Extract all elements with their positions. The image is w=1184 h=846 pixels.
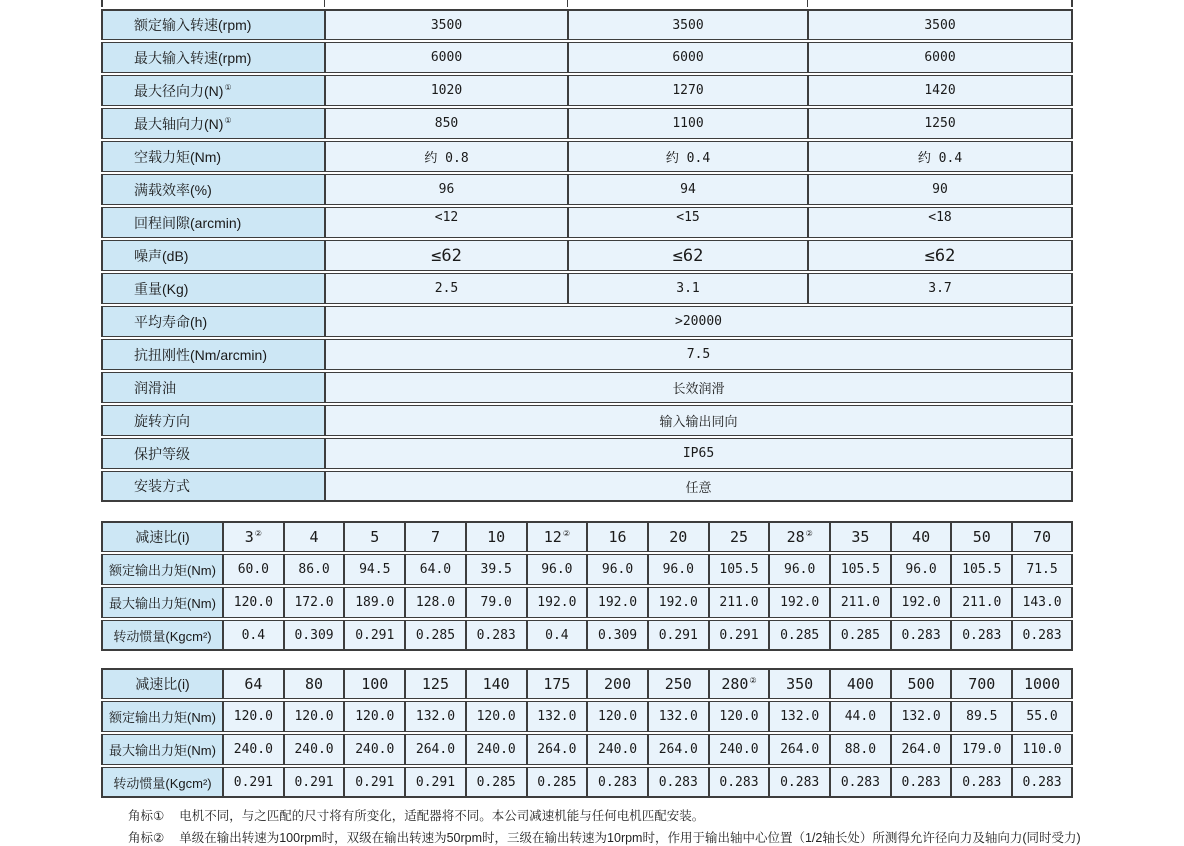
row-label: 噪声(dB) [101,240,325,271]
value-cell: 96.0 [587,554,648,585]
value-cell: 任意 [325,471,1073,502]
value-cell: <18 [808,207,1073,238]
row-label: 保护等级 [101,438,325,469]
value-cell: 0.285 [466,767,527,798]
row-label: 转动惯量(Kgcm²) [101,620,223,651]
value-cell: 264.0 [769,734,830,765]
table-row [101,108,1073,139]
value-cell: 约 0.8 [325,141,568,172]
value-cell: 120.0 [709,701,770,732]
superscript-marker: ② [805,529,813,538]
value-cell: 0.285 [769,620,830,651]
value-cell: 长效润滑 [325,372,1073,403]
value-cell: 71.5 [1012,554,1073,585]
value-cell: 132.0 [405,701,466,732]
value-cell: 125 [405,668,466,699]
value-cell: 105.5 [709,554,770,585]
superscript-marker: ① [224,115,232,125]
value-cell: 55.0 [1012,701,1073,732]
table-row [101,9,1073,40]
value-cell: 64 [223,668,284,699]
value-cell: 80 [284,668,345,699]
row-label: 最大输出力矩(Nm) [101,587,223,618]
value-cell: 132.0 [891,701,952,732]
value-cell: 约 0.4 [808,141,1073,172]
value-cell: 50 [951,521,1012,552]
value-cell: 1250 [808,108,1073,139]
value-cell: 6000 [568,42,808,73]
value-cell: 0.283 [587,767,648,798]
value-cell: 143.0 [1012,587,1073,618]
table-row [101,372,1073,403]
value-cell: 20 [648,521,709,552]
value-cell: 128.0 [405,587,466,618]
table-row [101,405,1073,436]
value-cell: 240.0 [223,734,284,765]
value-cell: 96.0 [527,554,588,585]
table-row [101,767,1073,798]
value-cell: 211.0 [709,587,770,618]
value-cell: 1100 [568,108,808,139]
value-cell: 120.0 [223,701,284,732]
value-cell: 132.0 [769,701,830,732]
value-cell: 70 [1012,521,1073,552]
value-cell: 60.0 [223,554,284,585]
footnote-2 [128,831,1081,846]
value-cell: 6000 [325,42,568,73]
value-cell: IP65 [325,438,1073,469]
table-row [101,701,1073,732]
value-cell: 120.0 [466,701,527,732]
table-row [101,141,1073,172]
value-cell: 0.283 [1012,620,1073,651]
value-cell: 264.0 [405,734,466,765]
footnote-1 [128,809,1073,824]
table-row [101,339,1073,370]
footnote-1-text: 电机不同，与之匹配的尺寸将有所变化，适配器将不同。本公司减速机能与任何电机匹配安装。 [179,809,705,823]
row-label: 旋转方向 [101,405,325,436]
value-cell: 192.0 [527,587,588,618]
value-cell: 192.0 [648,587,709,618]
value-cell: 1270 [568,75,808,106]
row-label: 额定输入转速(rpm) [101,9,325,40]
value-cell: 0.291 [709,620,770,651]
value-cell: 40 [891,521,952,552]
value-cell: 0.291 [284,767,345,798]
table-row [101,620,1073,651]
value-cell: 7 [405,521,466,552]
row-label: 额定输出力矩(Nm) [101,554,223,585]
row-label: 减速比(i) [101,521,223,552]
row-label: 转动惯量(Kgcm²) [101,767,223,798]
datasheet-page [101,0,1081,846]
value-cell: 240.0 [587,734,648,765]
value-cell: 0.4 [527,620,588,651]
superscript-marker: ② [254,529,262,538]
value-cell: 25 [709,521,770,552]
row-label: 重量(Kg) [101,273,325,304]
value-cell: 0.283 [891,767,952,798]
value-cell: 110.0 [1012,734,1073,765]
table-row [101,273,1073,304]
value-cell: 200 [587,668,648,699]
value-cell: 132.0 [527,701,588,732]
ratio-table-low [101,519,1073,653]
value-cell: 0.283 [769,767,830,798]
value-cell: 132.0 [648,701,709,732]
value-cell: 1000 [1012,668,1073,699]
value-cell: 264.0 [648,734,709,765]
value-cell: 96.0 [769,554,830,585]
footnote-2-marker: 角标② [128,831,165,845]
row-label: 回程间隙(arcmin) [101,207,325,238]
value-cell: 0.283 [951,620,1012,651]
cutoff-cell [808,0,1073,7]
value-cell: 120.0 [344,701,405,732]
value-cell: 4 [284,521,345,552]
row-label: 最大输入转速(rpm) [101,42,325,73]
value-cell: 0.291 [344,620,405,651]
value-cell: >20000 [325,306,1073,337]
value-cell: 140 [466,668,527,699]
row-label: 最大输出力矩(Nm) [101,734,223,765]
value-cell: 28② [769,521,830,552]
cutoff-cell [101,0,325,7]
footnotes [101,809,1081,846]
value-cell: 79.0 [466,587,527,618]
superscript-marker: ② [749,676,757,685]
value-cell: 16 [587,521,648,552]
row-label: 满载效率(%) [101,174,325,205]
table-row [101,521,1073,552]
value-cell: 94.5 [344,554,405,585]
value-cell: 96 [325,174,568,205]
value-cell: 10 [466,521,527,552]
footnote-1-marker: 角标① [128,809,165,823]
value-cell: 3500 [325,9,568,40]
value-cell: 211.0 [951,587,1012,618]
row-label: 最大轴向力(N)① [101,108,325,139]
value-cell: 89.5 [951,701,1012,732]
footnote-2-text: 单级在输出转速为100rpm时，双级在输出转速为50rpm时，三级在输出转速为10rpm时，作用于输出轴中心位置（1/2轴长处）所测得允许径向力及轴向力(同时受力) [179,831,1081,845]
value-cell: 64.0 [405,554,466,585]
table-row [101,554,1073,585]
value-cell: <15 [568,207,808,238]
value-cell: 240.0 [344,734,405,765]
value-cell: 105.5 [951,554,1012,585]
value-cell: 86.0 [284,554,345,585]
value-cell: 189.0 [344,587,405,618]
value-cell: 240.0 [466,734,527,765]
value-cell: 500 [891,668,952,699]
value-cell: 0.285 [830,620,891,651]
value-cell: 0.285 [405,620,466,651]
value-cell: 96.0 [891,554,952,585]
value-cell: 90 [808,174,1073,205]
value-cell: 120.0 [284,701,345,732]
table-row [101,174,1073,205]
table-row [101,668,1073,699]
value-cell: 120.0 [587,701,648,732]
value-cell: 0.283 [648,767,709,798]
value-cell: 96.0 [648,554,709,585]
value-cell: 192.0 [769,587,830,618]
table-row [101,207,1073,238]
row-label: 额定输出力矩(Nm) [101,701,223,732]
value-cell: 211.0 [830,587,891,618]
value-cell: 0.291 [223,767,284,798]
value-cell: 100 [344,668,405,699]
value-cell: 240.0 [709,734,770,765]
table-row [101,587,1073,618]
value-cell: 264.0 [527,734,588,765]
value-cell: 179.0 [951,734,1012,765]
value-cell: 400 [830,668,891,699]
superscript-marker: ② [562,529,570,538]
value-cell: 7.5 [325,339,1073,370]
value-cell: 94 [568,174,808,205]
value-cell: 0.283 [891,620,952,651]
table-row [101,75,1073,106]
row-label: 空载力矩(Nm) [101,141,325,172]
value-cell: ≤62 [325,240,568,271]
value-cell: 0.283 [951,767,1012,798]
value-cell: 0.291 [344,767,405,798]
value-cell: 0.309 [587,620,648,651]
row-label: 减速比(i) [101,668,223,699]
value-cell: 0.309 [284,620,345,651]
value-cell: 5 [344,521,405,552]
table-row [101,471,1073,502]
value-cell: 120.0 [223,587,284,618]
value-cell: 35 [830,521,891,552]
value-cell: 39.5 [466,554,527,585]
value-cell: 192.0 [587,587,648,618]
value-cell: 约 0.4 [568,141,808,172]
value-cell: 6000 [808,42,1073,73]
value-cell: 输入输出同向 [325,405,1073,436]
value-cell: 240.0 [284,734,345,765]
value-cell: 280② [709,668,770,699]
value-cell: ≤62 [568,240,808,271]
row-label: 安装方式 [101,471,325,502]
value-cell: 12② [527,521,588,552]
value-cell: 0.283 [1012,767,1073,798]
value-cell: 264.0 [891,734,952,765]
value-cell: 3.1 [568,273,808,304]
value-cell: 175 [527,668,588,699]
table-row [101,306,1073,337]
cutoff-row [101,0,1073,7]
ratio-table-high [101,666,1073,800]
table-row [101,42,1073,73]
value-cell: 700 [951,668,1012,699]
value-cell: 350 [769,668,830,699]
value-cell: 0.291 [405,767,466,798]
value-cell: ≤62 [808,240,1073,271]
value-cell: 850 [325,108,568,139]
row-label: 润滑油 [101,372,325,403]
value-cell: 3.7 [808,273,1073,304]
value-cell: 0.283 [830,767,891,798]
table-row [101,438,1073,469]
value-cell: 0.283 [709,767,770,798]
table-row [101,240,1073,271]
row-label: 平均寿命(h) [101,306,325,337]
value-cell: 105.5 [830,554,891,585]
value-cell: 2.5 [325,273,568,304]
row-label: 最大径向力(N)① [101,75,325,106]
value-cell: 250 [648,668,709,699]
value-cell: 1020 [325,75,568,106]
value-cell: 1420 [808,75,1073,106]
value-cell: 88.0 [830,734,891,765]
value-cell: 0.291 [648,620,709,651]
cutoff-cell [568,0,808,7]
value-cell: 3500 [568,9,808,40]
value-cell: 44.0 [830,701,891,732]
value-cell: <12 [325,207,568,238]
value-cell: 172.0 [284,587,345,618]
superscript-marker: ① [224,82,232,92]
value-cell: 0.285 [527,767,588,798]
row-label: 抗扭刚性(Nm/arcmin) [101,339,325,370]
value-cell: 0.283 [466,620,527,651]
value-cell: 3② [223,521,284,552]
spec-table [101,7,1073,504]
cutoff-cell [325,0,568,7]
table-row [101,734,1073,765]
value-cell: 3500 [808,9,1073,40]
value-cell: 0.4 [223,620,284,651]
value-cell: 192.0 [891,587,952,618]
